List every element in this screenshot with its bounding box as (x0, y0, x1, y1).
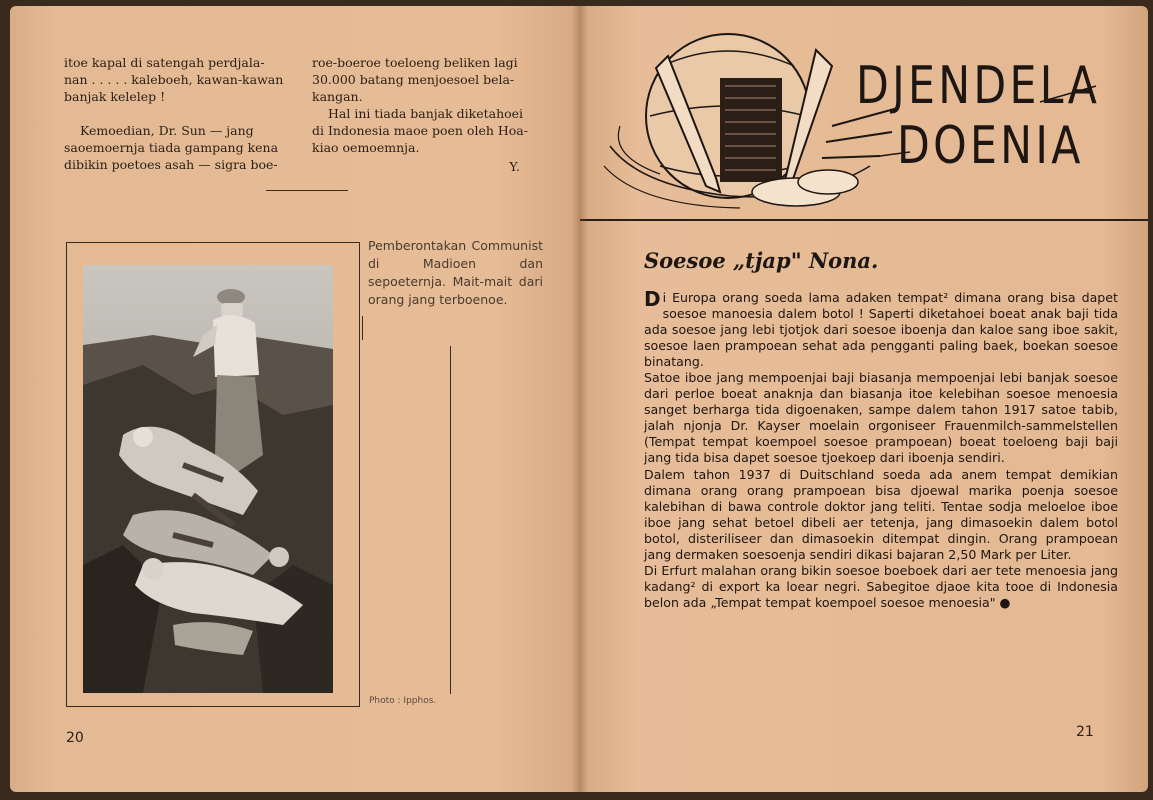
left-column-2 (312, 54, 540, 175)
text-line: saoemoernja tiada gampang kena (64, 140, 279, 155)
text-line: kiao oemoemnja. (312, 140, 420, 155)
paragraph: Di Europa orang soeda lama adaken tempat² dimana orang bisa dapet soesoe manoesia dalem botol ! Saperti diketahoei boeat anak baji tida ada soesoe jang lebi tjotjok dari soesoe iboenja dan kaloe sang iboe sakit, soesoe laen prampoean sehat ada pengganti paling baek, boekan soesoe binatang. (644, 287, 1118, 370)
photo-frame (66, 242, 360, 707)
masthead-rule (580, 219, 1148, 221)
text-line: Hal ini tiada banjak diketahoei (328, 106, 524, 121)
text-line: banjak kelelep ! (64, 89, 166, 104)
drop-cap: D (644, 287, 661, 311)
right-page (580, 6, 1148, 792)
page-number: 20 (66, 730, 84, 746)
text-line: dibikin poetoes asah — sigra boe- (64, 157, 278, 172)
text-line: Kemoedian, Dr. Sun — jang (80, 123, 254, 138)
article-headline: Soesoe „tjap" Nona. (644, 248, 879, 273)
page-number: 21 (1076, 724, 1094, 740)
paragraph: Satoe iboe jang mempoenjai baji biasanja mempoenjai lebi banjak soesoe dari perloe boeat anaknja dan biasanja itoe kelebihan soesoe menoesia sanget berharga tida digoenaken, sampe dalem tahon 1917 satoe tabib, jalah njonja Dr. Kayser moelain orgoniseer Frauenmilch-sammelstellen (Tempat tempat koempoel soesoe prampoean) boeat toeloeng baji baji jang tida bisa dapet soesoe tjoekoep dari iboenja sendiri. (644, 370, 1118, 466)
masthead-title (856, 56, 1100, 176)
left-column-1 (64, 54, 296, 173)
magazine-spread (10, 6, 1148, 792)
photo-image-icon (83, 265, 333, 693)
divider-vertical (362, 316, 363, 340)
photo-caption: Pemberontakan Communist di Madioen dan sepoeternja. Mait-mait dari orang jang terboenoe. (368, 238, 543, 307)
masthead-line-1: DJENDELA (856, 56, 1101, 116)
text-line: roe-boeroe toeloeng beliken lagi (312, 55, 518, 70)
text-line: nan . . . . . kaleboeh, kawan-kawan (64, 72, 284, 87)
masthead-line-2: DOENIA (897, 116, 1084, 176)
paragraph: Dalem tahon 1937 di Duitschland soeda ada anem tempat demikian dimana orang orang prampoean bisa djoewal marika poenja soesoe kalebihan di bawa controle doktor jang teliti. Tentae sodja meloeloe iboe iboe jang sehat betoel dibeli aer tetenja, jang dimasoekin dalem botol botol, disteriliseer dan dimasoekin ditempat dingin. Orang prampoean jang dermaken soesoenja sendiri dikasi bajaran 2,50 Mark per Liter. (644, 466, 1118, 562)
left-page (10, 6, 580, 792)
paragraph: Di Erfurt malahan orang bikin soesoe boeboek dari aer tete menoesia jang kadang² di export ka loear negri. Sabegitoe djaoe kita tooe di Indonesia belon ada „Tempat tempat koempoel soesoe menoesia" ● (644, 562, 1118, 610)
article-body (644, 287, 1118, 611)
text-line: di Indonesia maoe poen oleh Hoa- (312, 123, 528, 138)
photo-credit: Photo : Ipphos. (369, 696, 437, 706)
divider (266, 190, 348, 191)
divider-vertical (450, 346, 451, 694)
signature: Y. (509, 159, 520, 174)
photograph (83, 265, 333, 693)
text-line: itoe kapal di satengah perdjala- (64, 55, 265, 70)
text-line: kangan. (312, 89, 363, 104)
book-gutter (572, 6, 588, 792)
text-line: 30.000 batang menjoesoel bela- (312, 72, 515, 87)
